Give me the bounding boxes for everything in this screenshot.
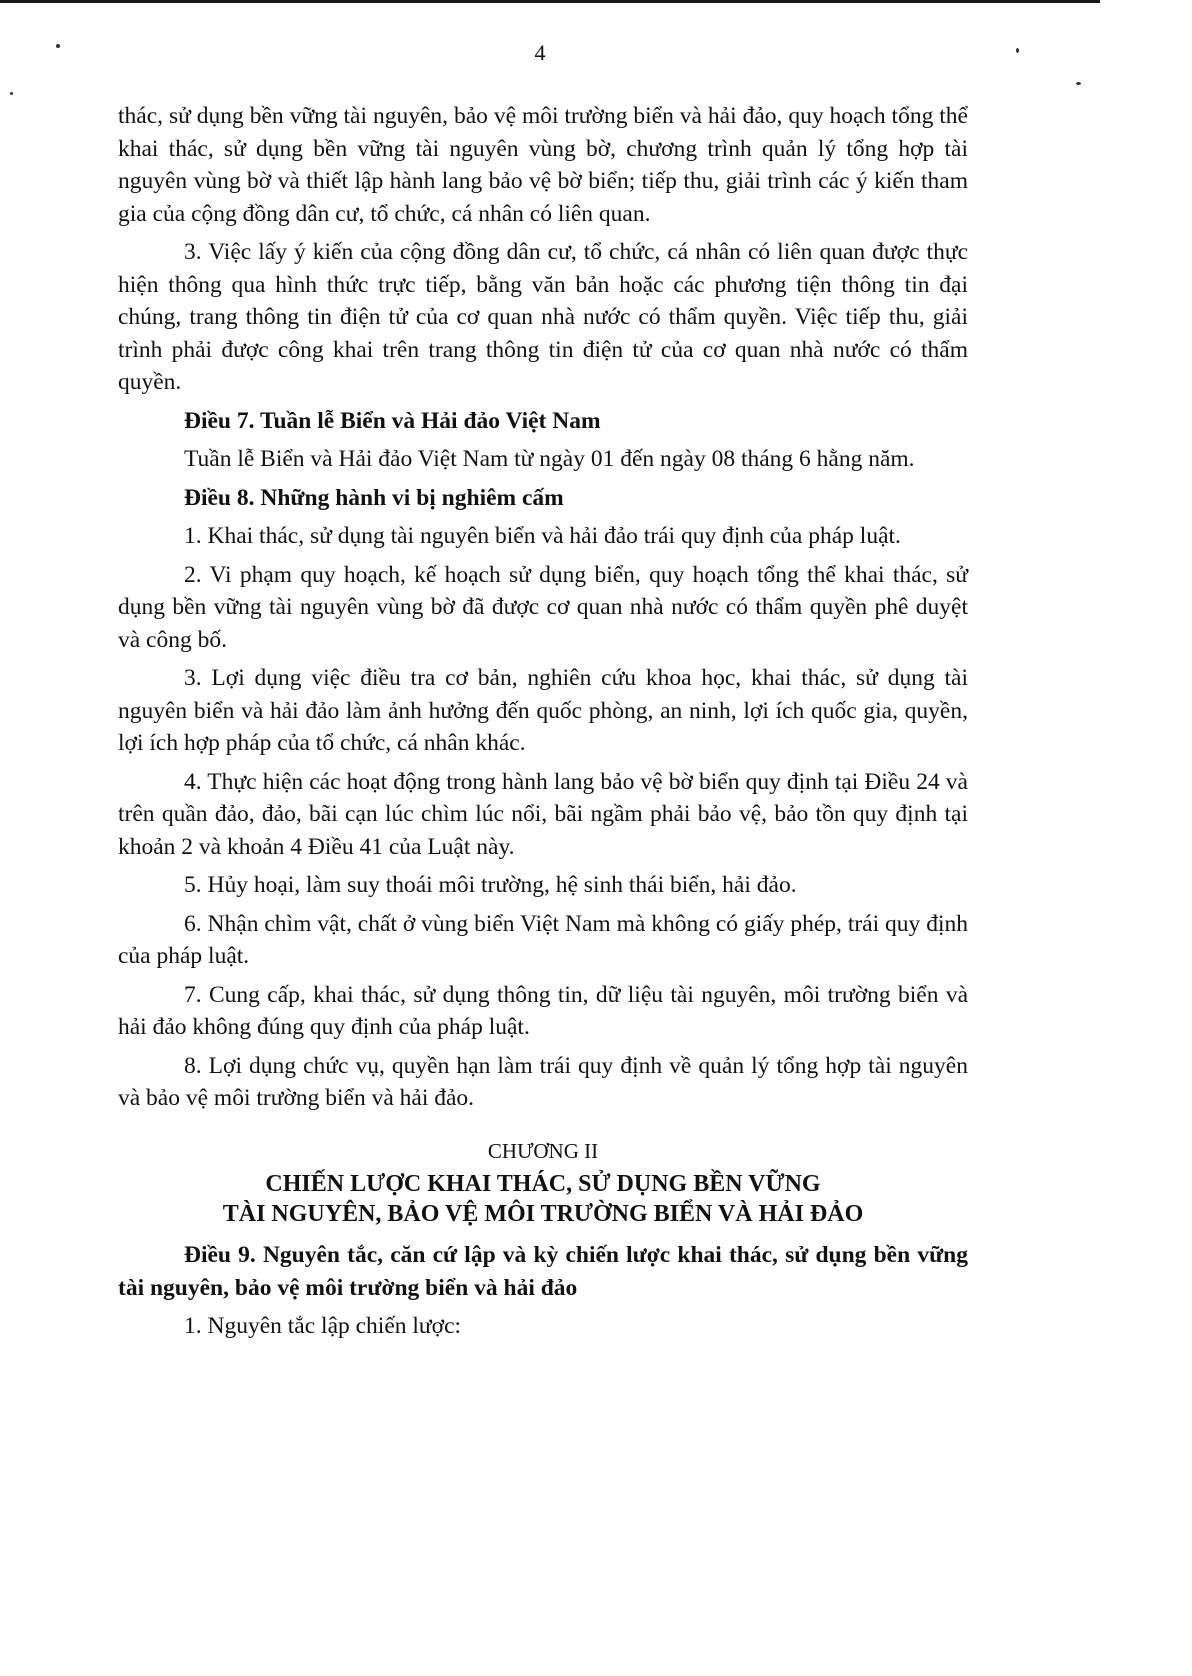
clause-paragraph: 4. Thực hiện các hoạt động trong hành lang bảo vệ bờ biển quy định tại Điều 24 và trên quần đảo, đảo, bãi cạn lúc chìm lúc nổi, bãi ngầm phải bảo vệ, bảo tồn quy định tại khoản 2 và khoản 4 Điều 41 của Luật này. xyxy=(118,768,968,860)
article-heading: Điều 8. Những hành vi bị nghiêm cấm xyxy=(184,484,564,511)
document-body xyxy=(118,100,968,1349)
clause-paragraph: 2. Vi phạm quy hoạch, kế hoạch sử dụng biển, quy hoạch tổng thể khai thác, sử dụng bền vững tài nguyên vùng bờ đã được cơ quan nhà nước có thẩm quyền phê duyệt và công bố. xyxy=(118,561,968,653)
paragraph-continuation: thác, sử dụng bền vững tài nguyên, bảo vệ môi trường biển và hải đảo, quy hoạch tổng thể khai thác, sử dụng bền vững tài nguyên vùng bờ, chương trình quản lý tổng hợp tài nguyên vùng bờ và thiết lập hành lang bảo vệ bờ biển; tiếp thu, giải trình các ý kiến tham gia của cộng đồng dân cư, tổ chức, cá nhân có liên quan. xyxy=(118,103,968,227)
clause-paragraph: 1. Nguyên tắc lập chiến lược: xyxy=(184,1313,462,1339)
page-number: 4 xyxy=(534,40,546,65)
clause-paragraph: 8. Lợi dụng chức vụ, quyền hạn làm trái quy định về quản lý tổng hợp tài nguyên và bảo vệ môi trường biển và hải đảo. xyxy=(118,1052,968,1111)
clause-paragraph: 3. Việc lấy ý kiến của cộng đồng dân cư, tổ chức, cá nhân có liên quan được thực hiện thông qua hình thức trực tiếp, bằng văn bản hoặc các phương tiện thông tin đại chúng, trang thông tin điện tử của cơ quan nhà nước có thẩm quyền. Việc tiếp thu, giải trình phải được công khai trên trang thông tin điện tử của cơ quan nhà nước có thẩm quyền. xyxy=(118,239,968,395)
clause-paragraph: 3. Lợi dụng việc điều tra cơ bản, nghiên cứu khoa học, khai thác, sử dụng tài nguyên biển và hải đảo làm ảnh hưởng đến quốc phòng, an ninh, lợi ích quốc gia, quyền, lợi ích hợp pháp của tổ chức, cá nhân khác. xyxy=(118,665,968,756)
chapter-title-line: CHIẾN LƯỢC KHAI THÁC, SỬ DỤNG BỀN VỮNG xyxy=(265,1171,821,1197)
clause-paragraph: 6. Nhận chìm vật, chất ở vùng biển Việt Nam mà không có giấy phép, trái quy định của pháp luật. xyxy=(118,910,968,969)
chapter-title-line: TÀI NGUYÊN, BẢO VỆ MÔI TRƯỜNG BIỂN VÀ HẢI ĐẢO xyxy=(222,1201,864,1227)
article-heading: Điều 9. Nguyên tắc, căn cứ lập và kỳ chiến lược khai thác, sử dụng bền vững tài nguyên, bảo vệ môi trường biển và hải đảo xyxy=(118,1242,968,1301)
chapter-label: CHƯƠNG II xyxy=(487,1138,599,1163)
scan-speck xyxy=(1076,82,1081,85)
article-heading: Điều 7. Tuần lễ Biển và Hải đảo Việt Nam xyxy=(184,407,601,434)
scan-edge-line xyxy=(0,0,1100,3)
clause-paragraph: 5. Hủy hoại, làm suy thoái môi trường, hệ sinh thái biển, hải đảo. xyxy=(184,872,797,898)
clause-paragraph: 7. Cung cấp, khai thác, sử dụng thông tin, dữ liệu tài nguyên, môi trường biển và hải đảo không đúng quy định của pháp luật. xyxy=(118,981,968,1040)
clause-paragraph: 1. Khai thác, sử dụng tài nguyên biển và hải đảo trái quy định của pháp luật. xyxy=(184,523,901,549)
chapter-title xyxy=(118,1169,968,1229)
scan-speck xyxy=(10,92,13,95)
clause-paragraph: Tuần lễ Biển và Hải đảo Việt Nam từ ngày 01 đến ngày 08 tháng 6 hằng năm. xyxy=(184,446,915,472)
